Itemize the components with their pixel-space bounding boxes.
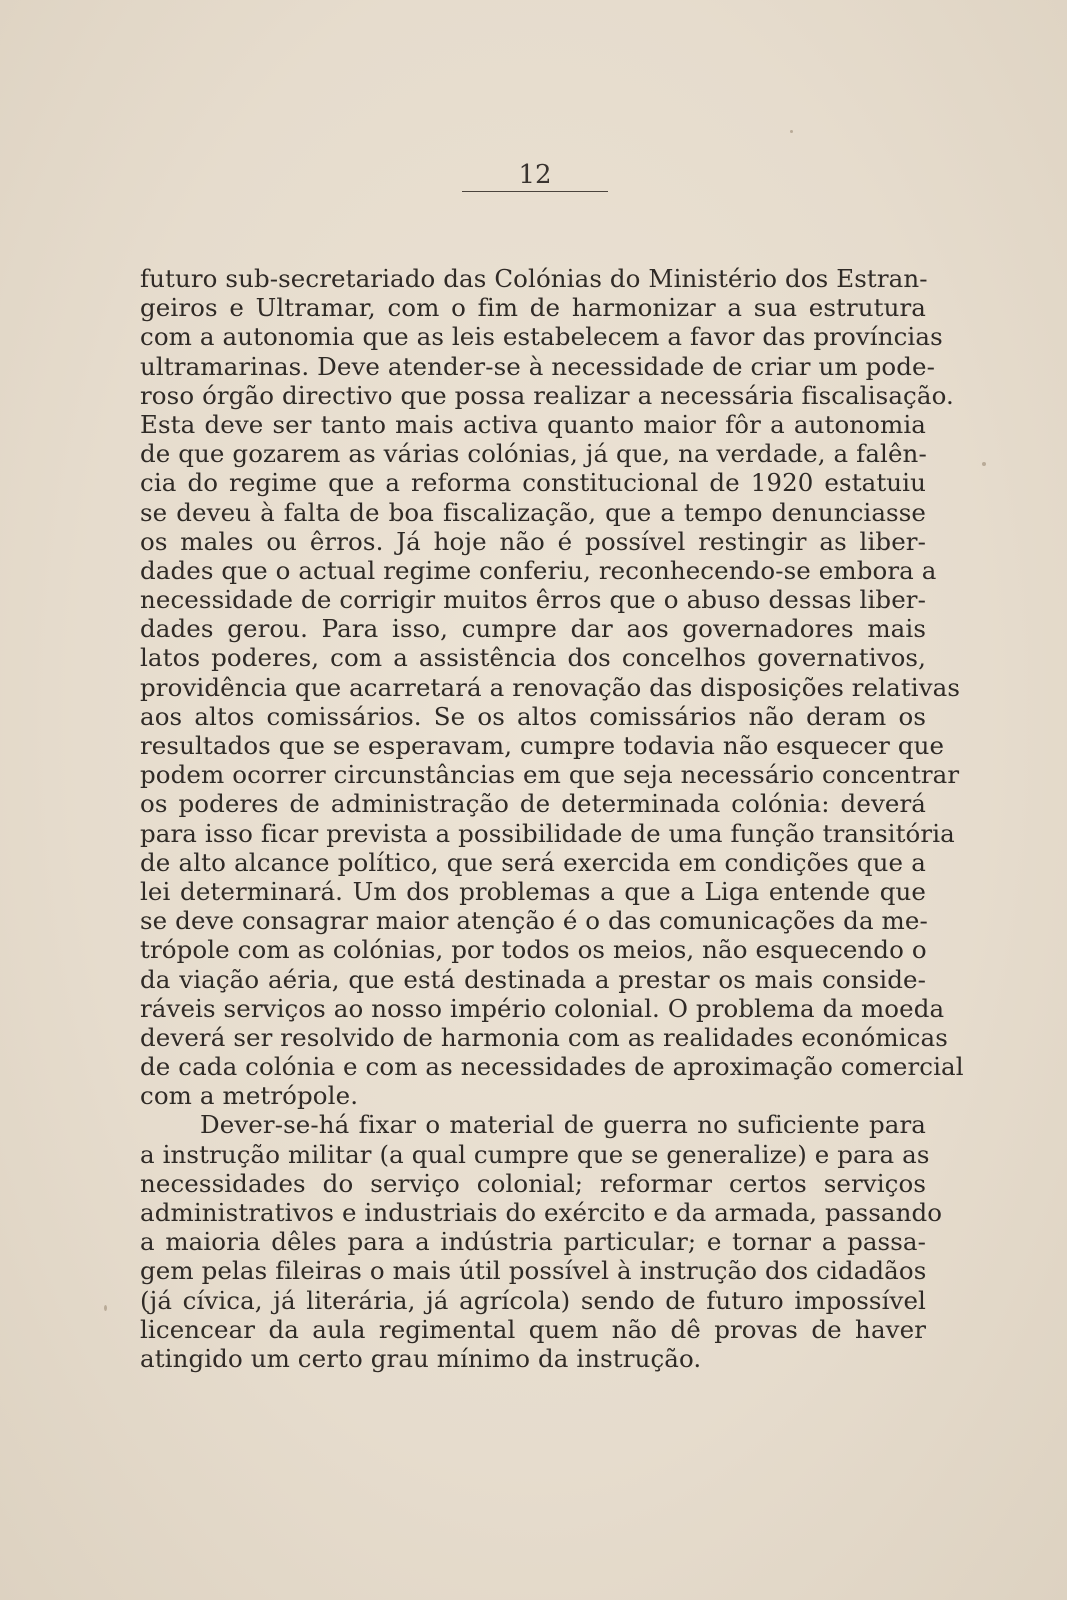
paragraph — [140, 1110, 943, 1373]
text-line: para isso ficar prevista a possibilidade de uma função transitória — [140, 818, 955, 848]
text-line: providência que acarretará a renovação das disposições relativas — [140, 672, 961, 702]
text-line: com a metrópole. — [140, 1081, 359, 1111]
text-line: os poderes de administração de determinada colónia: deverá — [140, 789, 926, 819]
text-line: trópole com as colónias, por todos os meios, não esquecendo o — [140, 935, 927, 965]
paper-speck — [790, 130, 793, 133]
text-line: futuro sub-secretariado das Colónias do Ministério dos Estran- — [140, 264, 928, 293]
text-line: com a autonomia que as leis estabelecem a favor das províncias — [140, 322, 943, 352]
text-line: ráveis serviços ao nosso império colonial. O problema da moeda — [140, 993, 945, 1023]
text-line: dades gerou. Para isso, cumpre dar aos governadores mais — [140, 614, 926, 644]
text-line: latos poderes, com a assistência dos concelhos governativos, — [140, 643, 926, 673]
text-line: se deve consagrar maior atenção é o das comunicações da me- — [140, 906, 928, 936]
text-line: atingido um certo grau mínimo da instrução. — [140, 1343, 702, 1373]
text-line: gem pelas fileiras o mais útil possível à instrução dos cidadãos — [140, 1256, 927, 1286]
text-line: geiros e Ultramar, com o fim de harmonizar a sua estrutura — [140, 293, 926, 323]
text-line: ultramarinas. Deve atender-se à necessidade de criar um pode- — [140, 351, 936, 381]
text-line: a instrução militar (a qual cumpre que se generalize) e para as — [140, 1139, 930, 1169]
text-line: necessidade de corrigir muitos êrros que o abuso dessas liber- — [140, 585, 926, 615]
text-line: necessidades do serviço colonial; reformar certos serviços — [140, 1168, 926, 1198]
text-line: roso órgão directivo que possa realizar a necessária fiscalisação. — [140, 380, 954, 410]
text-line: licencear da aula regimental quem não dê provas de haver — [140, 1314, 926, 1344]
text-line: de que gozarem as várias colónias, já que, na verdade, a falên- — [140, 439, 927, 469]
text-line: dades que o actual regime conferiu, reconhecendo-se embora a — [140, 555, 937, 585]
text-line: Esta deve ser tanto mais activa quanto maior fôr a autonomia — [140, 409, 926, 439]
text-line: os males ou êrros. Já hoje não é possível restingir as liber- — [140, 526, 926, 556]
paper-speck — [982, 462, 986, 466]
text-line: de cada colónia e com as necessidades de aproximação comercial — [140, 1052, 964, 1082]
text-line: (já cívica, já literária, já agrícola) sendo de futuro impossível — [140, 1285, 926, 1315]
text-line: aos altos comissários. Se os altos comissários não deram os — [140, 701, 926, 731]
text-line: Dever-se-há fixar o material de guerra no suficiente para — [200, 1110, 926, 1140]
text-line: resultados que se esperavam, cumpre todavia não esquecer que — [140, 731, 945, 760]
paragraph — [140, 264, 964, 1111]
text-line: cia do regime que a reforma constitucional de 1920 estatuiu — [140, 468, 926, 498]
text-line: a maioria dêles para a indústria particular; e tornar a passa- — [140, 1227, 926, 1257]
text-line: administrativos e industriais do exército e da armada, passando — [140, 1198, 943, 1227]
text-line: da viação aéria, que está destinada a prestar os mais conside- — [140, 964, 926, 994]
page-number: 12 — [518, 160, 552, 190]
text-line: de alto alcance político, que será exercida em condições que a — [140, 847, 926, 877]
text-line: podem ocorrer circunstâncias em que seja necessário concentrar — [140, 760, 960, 790]
paper-speck — [104, 1305, 107, 1311]
text-line: deverá ser resolvido de harmonia com as realidades económicas — [140, 1022, 948, 1052]
body-text — [140, 264, 964, 1373]
page-number-rule — [462, 191, 608, 192]
text-line: lei determinará. Um dos problemas a que a Liga entende que — [140, 876, 926, 906]
text-line: se deveu à falta de boa fiscalização, que a tempo denunciasse — [140, 497, 926, 527]
